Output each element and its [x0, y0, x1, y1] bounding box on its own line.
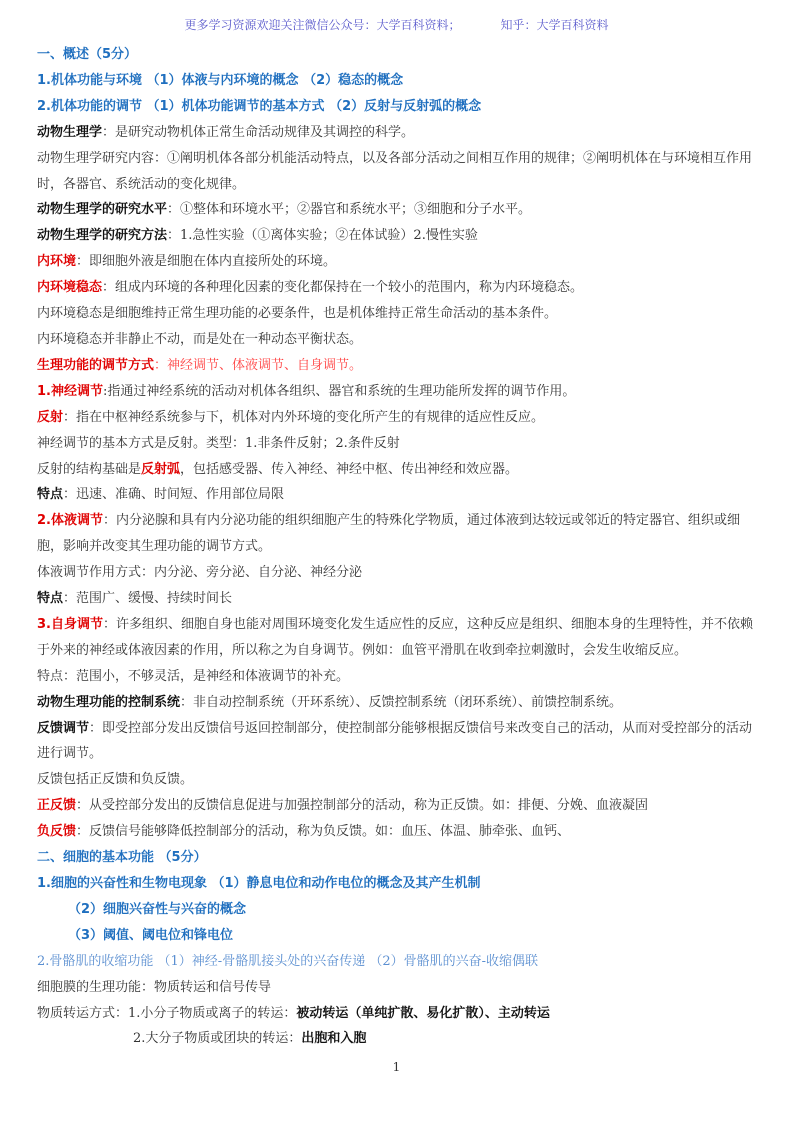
- paragraph: 内环境稳态并非静止不动，而是处在一种动态平衡状态。: [37, 331, 363, 347]
- paragraph: 特点：迅速、准确、时间短、作用部位局限: [37, 487, 285, 503]
- paragraph: 特点：范围小，不够灵活，是神经和体液调节的补充。: [37, 668, 350, 684]
- outline-item: 1.细胞的兴奋性和生物电现象 （1）静息电位和动作电位的概念及其产生机制: [37, 876, 481, 891]
- paragraph: 特点：范围广、缓慢、持续时间长: [37, 591, 233, 607]
- paragraph: 物质转运方式：1.小分子物质或离子的转运：被动转运（单纯扩散、易化扩散）、主动转运: [37, 1005, 550, 1021]
- paragraph: 动物生理学：是研究动物机体正常生命活动规律及其调控的科学。: [37, 124, 415, 140]
- paragraph: 生理功能的调节方式：神经调节、体液调节、自身调节。: [37, 357, 363, 373]
- paragraph: 动物生理功能的控制系统：非自动控制系统（开环系统）、反馈控制系统（闭环系统）、前馈控制系统。: [37, 694, 623, 710]
- paragraph: 2.体液调节：内分泌腺和具有内分泌功能的组织细胞产生的特殊化学物质，通过体液到达较远或邻近的特定器官、组织或细胞，影响并改变其生理功能的调节方式。: [37, 513, 740, 555]
- outline-item: （3）阈值、阈电位和锋电位: [68, 927, 234, 943]
- outline-item: （2）细胞兴奋性与兴奋的概念: [68, 901, 247, 917]
- paragraph: 负反馈：反馈信号能够降低控制部分的活动，称为负反馈。如：血压、体温、肺牵张、血钙、: [37, 824, 571, 840]
- paragraph: 体液调节作用方式：内分泌、旁分泌、自分泌、神经分泌: [37, 565, 363, 581]
- paragraph: 2.大分子物质或团块的转运：出胞和入胞: [133, 1031, 367, 1047]
- paragraph: 内环境：即细胞外液是细胞在体内直接所处的环境。: [37, 254, 337, 270]
- paragraph: 正反馈：从受控部分发出的反馈信息促进与加强控制部分的活动，称为正反馈。如：排便、分娩、血液凝固: [37, 798, 649, 814]
- header-zhihu: 知乎：大学百科资料: [500, 18, 609, 32]
- section-title-1: 一、概述（5分）: [37, 47, 138, 62]
- paragraph: 反射的结构基础是反射弧，包括感受器、传入神经、神经中枢、传出神经和效应器。: [37, 461, 519, 477]
- paragraph: 反馈调节：即受控部分发出反馈信号返回控制部分，使控制部分能够根据反馈信号来改变自己的活动，从而对受控部分的活动进行调节。: [37, 720, 753, 762]
- page-header: [0, 16, 793, 33]
- paragraph: 1.神经调节:指通过神经系统的活动对机体各组织、器官和系统的生理功能所发挥的调节作用。: [37, 383, 576, 399]
- paragraph: 反馈包括正反馈和负反馈。: [37, 772, 194, 788]
- paragraph: 动物生理学研究内容：①阐明机体各部分机能活动特点，以及各部分活动之间相互作用的规律；②阐明机体在与环境相互作用时，各器官、系统活动的变化规律。: [37, 150, 753, 192]
- section-title-2: 二、细胞的基本功能 （5分）: [37, 850, 207, 866]
- paragraph: 内环境稳态：组成内环境的各种理化因素的变化都保持在一个较小的范围内，称为内环境稳态。: [37, 280, 584, 296]
- outline-item: 2.骨骼肌的收缩功能 （1）神经-骨骼肌接头处的兴奋传递 （2）骨骼肌的兴奋-收缩偶联: [37, 953, 538, 969]
- paragraph: 神经调节的基本方式是反射。类型：1.非条件反射；2.条件反射: [37, 435, 400, 451]
- header-wechat: 更多学习资源欢迎关注微信公众号：大学百科资料；: [184, 18, 461, 32]
- paragraph: 3.自身调节：许多组织、细胞自身也能对周围环境变化发生适应性的反应，这种反应是组织、细胞本身的生理特性，并不依赖于外来的神经或体液因素的作用，所以称之为自身调节。例如：血管平滑肌在收到牵拉刺激时，会发生收缩反应。: [37, 616, 753, 658]
- paragraph: 内环境稳态是细胞维持正常生理功能的必要条件，也是机体维持正常生命活动的基本条件。: [37, 306, 558, 322]
- paragraph: 动物生理学的研究方法：1.急性实验（①离体实验；②在体试验）2.慢性实验: [37, 228, 478, 244]
- paragraph: 动物生理学的研究水平：①整体和环境水平；②器官和系统水平；③细胞和分子水平。: [37, 202, 532, 218]
- outline-item: 2.机体功能的调节 （1）机体功能调节的基本方式 （2）反射与反射弧的概念: [37, 98, 482, 114]
- outline-item: 1.机体功能与环境 （1）体液与内环境的概念 （2）稳态的概念: [37, 72, 404, 88]
- paragraph: 细胞膜的生理功能：物质转运和信号传导: [37, 979, 272, 995]
- document-body: [37, 42, 759, 1052]
- page-number: 1: [392, 1060, 401, 1074]
- paragraph: 反射：指在中枢神经系统参与下，机体对内外环境的变化所产生的有规律的适应性反应。: [37, 409, 545, 425]
